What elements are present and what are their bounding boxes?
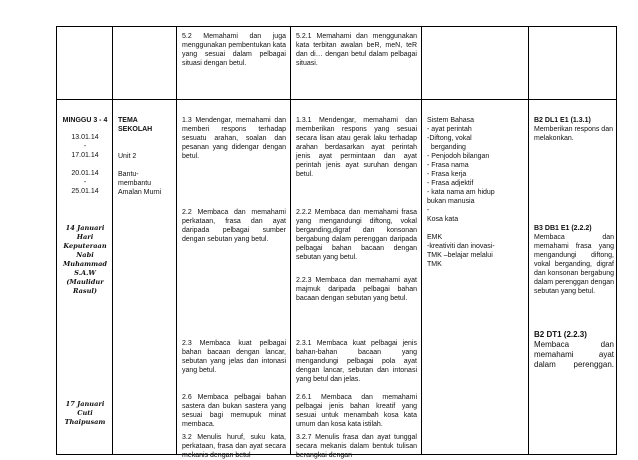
outcome-2-2-3: 2.2.3 Membaca dan memahami ayat majmuk daripada pelbagai bahan bacaan dengan sebutan yang betul. [296,277,417,302]
list-item: TMK [427,261,442,268]
outcome-2-2-2: 2.2.2 Membaca dan memahami frasa yang mengandungi diftong, vokal berganding,digraf dan konsonan bergabung dalam perenggan daripada pelbagai bahan bacaan dengan sebutan yang betul. [296,209,417,261]
evidence-2-text: Membaca dan memahami frasa yang mengandungi diftong, vokal berganding, digraf dan konsonan bergabung dalam perenggan dengan sebutan yang betul. [534,234,614,295]
holiday-line: Nabi [76,251,94,259]
unit-title [118,170,176,197]
unit-label: Unit 2 [118,153,137,160]
list-item: Kosa kata [427,216,459,223]
list-item: bukan manusia [427,198,475,205]
list-item: - ayat perintah [427,126,472,133]
list-item: EMK [427,234,443,241]
week-cell [57,100,113,455]
list-item: - Frasa nama [427,162,469,169]
list-item: - Penjodoh bilangan [427,153,490,160]
theme-cell [113,100,177,455]
list-item: - kata nama am hidup [427,189,495,196]
holiday-line: Rasul) [72,287,98,295]
list-item: - Frasa adjektif [427,180,474,187]
holiday-thaipusam [57,400,113,427]
week-label: MINGGU 3 - 4 [62,117,108,124]
standard-cell [177,27,291,100]
list-item: TMK –belajar melalui [427,252,493,259]
holiday-maulidur-rasul [57,224,113,296]
holiday-line: Thaipusam [64,418,106,426]
outcome-cell [291,27,422,100]
outcome-1-3-1: 1.3.1 Mendengar, memahami dan memberikan respons yang sesuai secara lisan atau gerak laku terhadap arahan berdasarkan ayat perintah jenis ayat permintaan dan ayat perintah jenis ayat suruhan dengan betul. [296,117,417,178]
list-item [427,224,527,233]
holiday-line: 14 Januari [65,224,105,232]
standard-2-6: 2.6 Membaca pelbagai bahan sastera dan bukan sastera yang sesuai bagi memupuk minat membaca. [182,394,286,428]
grammar-list [427,125,527,269]
evidence-cell [529,100,617,455]
holiday-line: Keputeraan [63,242,107,250]
date-line: 20.01.14 [71,170,99,177]
holiday-line: (Maulidur [66,278,104,286]
evidence-2-heading: B3 DB1 E1 (2.2.2) [534,225,592,232]
list-item: - [427,207,430,214]
list-item: -kreativiti dan inovasi- [427,243,495,250]
standard-1-3: 1.3 Mendengar, memahami dan memberi respons terhadap sesuatu arahan, soalan dan pesanan yang didengar dengan betul. [182,117,286,160]
unit-title-line: Amalan Murni [118,189,162,196]
outcome-2-3-1: 2.3.1 Membaca kuat pelbagai jenis bahan-bahan bacaan yang mengandungi pelbagai pola ayat dengan lancar, sebutan dan intonasi yang betul dan jelas. [296,340,417,383]
evidence-3-text: Membaca dan memahami ayat dalam perenggan. [534,340,614,369]
lesson-plan-table [56,26,617,459]
outcome-cell [291,100,422,459]
grammar-heading: Sistem Bahasa [427,117,475,124]
standard-cell [177,100,291,459]
holiday-line: S.A.W [74,269,96,277]
table-row-continuation [57,27,617,100]
unit-title-line: Bantu- [118,171,139,178]
standard-2-3: 2.3 Membaca kuat pelbagai bahan bacaan dengan lancar, sebutan yang jelas dan intonasi yang betul. [182,340,286,374]
evidence-3-heading: B2 DT1 (2.2.3) [534,330,587,339]
theme-heading [118,116,174,134]
evidence-cell-empty [529,27,617,100]
outcome-3-2-7: 3.2.7 Menulis frasa dan ayat tunggal secara mekanis dalam bentuk tulisan berangkai dengan [296,434,417,459]
holiday-line: Hari [76,233,94,241]
outcome-5-2-1: 5.2.1 Memahami dan menggunakan kata terbitan awalan beR, meN, teR dan di… dengan betul dalam pelbagai situasi. [296,33,417,67]
table-row-week-3-4 [57,100,617,455]
list-item: -Diftong, vokal [427,135,472,142]
date-line: - [83,179,87,186]
date-line: - [83,143,87,150]
standard-2-2: 2.2 Membaca dan memahami perkataan, frasa dan ayat daripada pelbagai sumber dengan sebutan yang betul. [182,209,286,243]
list-item: - Frasa kerja [427,171,467,178]
list-item: berganding [427,144,466,151]
date-line [57,160,113,169]
standard-3-2: 3.2 Menulis huruf, suku kata, perkataan, frasa dan ayat secara mekanis dengan betul [182,434,286,459]
holiday-line: Muhammad [63,260,107,268]
theme-heading-line: TEMA [118,117,138,124]
week-dates [57,133,113,196]
grammar-cell [422,100,529,455]
theme-heading-line: SEKOLAH [118,126,153,133]
date-line: 17.01.14 [71,152,99,159]
theme-cell-empty [113,27,177,100]
outcome-2-6-1: 2.6.1 Membaca dan memahami pelbagai jenis bahan kreatif yang sesuai untuk menambah kosa kata umum dan kosa kata istilah. [296,394,417,428]
standard-5-2: 5.2 Memahami dan juga menggunakan pembentukan kata yang sesuai dalam pelbagai situasi dengan betul. [182,33,286,67]
holiday-line: 17 Januari [65,400,105,408]
date-line: 25.01.14 [71,188,99,195]
evidence-1-text: Memberikan respons dan melakonkan. [534,126,613,142]
unit-title-line: membantu [118,180,152,187]
week-cell-empty [57,27,113,100]
evidence-1-heading: B2 DL1 E1 (1.3.1) [534,117,591,124]
holiday-line: Cuti [77,409,93,417]
grammar-cell-empty [422,27,529,100]
date-line: 13.01.14 [71,134,99,141]
